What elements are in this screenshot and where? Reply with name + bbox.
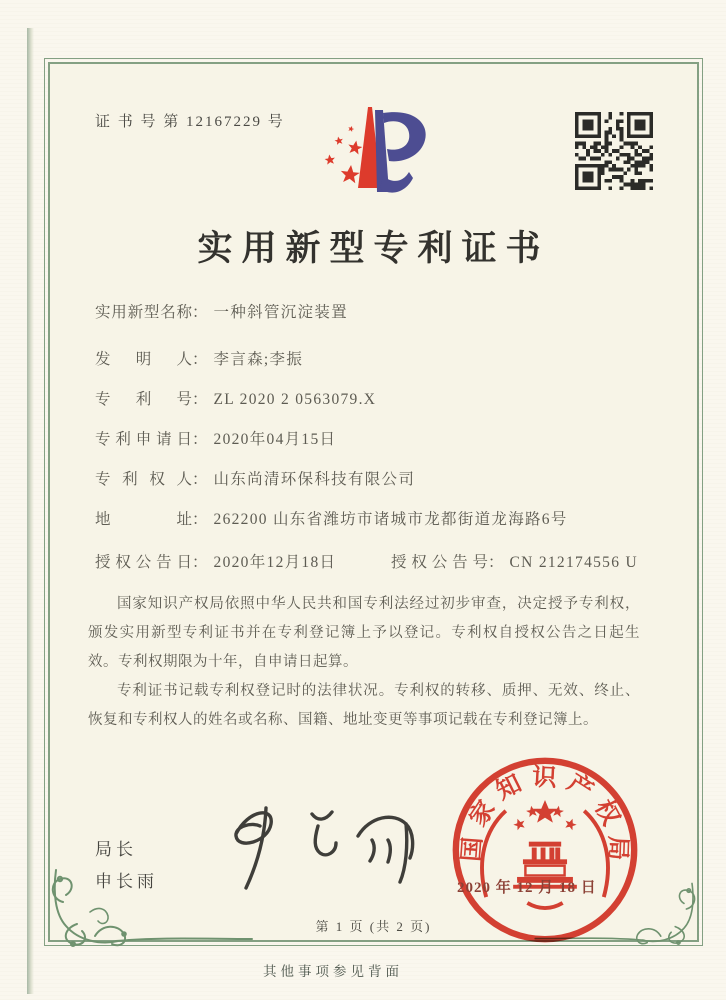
signer-block [95, 834, 158, 898]
field-value: 李言森;李振 [213, 351, 304, 368]
field-label: 地址 [95, 511, 192, 528]
field-row-grant-date: 授权公告日： 2020年12月18日 授权公告号： CN 212174556 U [95, 550, 640, 590]
qr-code-icon [574, 112, 654, 190]
field-grant-publication-no: 授权公告号： CN 212174556 U [391, 550, 638, 572]
field-row-filing-date: 专利申请日： 2020年04月15日 [95, 427, 640, 467]
field-value: 2020年12月18日 [213, 554, 337, 571]
field-list [95, 300, 640, 590]
field-label: 专利号 [95, 391, 192, 408]
field-value: 262200 山东省潍坊市诸城市龙都街道龙海路6号 [213, 511, 568, 528]
seal-text: 国家知识产权局 [458, 763, 632, 870]
field-value: 山东尚清环保科技有限公司 [213, 471, 416, 488]
field-label: 授权公告号 [391, 554, 488, 571]
certificate-number: 证 书 号 第 12167229 号 [95, 114, 285, 130]
field-row-patent-no: 专利号： ZL 2020 2 0563079.X [95, 387, 640, 427]
field-label: 实用新型名称 [95, 304, 192, 321]
legal-paragraph-1: 国家知识产权局依照中华人民共和国专利法经过初步审查，决定授予专利权，颁发实用新型专利证书并在专利登记簿上予以登记。专利权自授权公告之日起生效。专利权期限为十年，自申请日起算。 [88, 596, 640, 670]
field-value: ZL 2020 2 0563079.X [213, 391, 377, 408]
field-row-inventor: 发明人： 李言森;李振 [95, 347, 640, 387]
handwritten-signature-icon [208, 796, 438, 896]
signer-title: 局长 [95, 840, 137, 859]
field-label: 专利申请日 [95, 431, 192, 448]
field-row-utility-name: 实用新型名称： 一种斜管沉淀装置 [95, 300, 640, 340]
page-number: 第 1 页 (共 2 页) [315, 919, 432, 934]
signer-name: 申长雨 [95, 872, 158, 891]
certificate-title: 实用新型专利证书 [197, 229, 550, 268]
field-label: 授权公告日 [95, 554, 192, 571]
seal-date: 2020 年 12 月 18 日 [457, 880, 597, 896]
cnipa-logo-icon [303, 100, 463, 204]
field-label: 发明人 [95, 351, 192, 368]
field-value: CN 212174556 U [509, 554, 638, 571]
scan-binding-edge [27, 28, 34, 994]
field-label: 专利权人 [95, 471, 192, 488]
field-row-address: 地址： 262200 山东省潍坊市诸城市龙都街道龙海路6号 [95, 507, 640, 547]
field-value: 2020年04月15日 [213, 431, 337, 448]
legal-text [88, 590, 640, 735]
field-row-patentee: 专利权人： 山东尚清环保科技有限公司 [95, 467, 640, 507]
footer-note: 其他事项参见背面 [263, 964, 403, 979]
legal-paragraph-2: 专利证书记载专利权登记时的法律状况。专利权的转移、质押、无效、终止、恢复和专利权人的姓名或名称、国籍、地址变更等事项记载在专利登记簿上。 [88, 683, 640, 728]
field-value: 一种斜管沉淀装置 [213, 304, 348, 321]
